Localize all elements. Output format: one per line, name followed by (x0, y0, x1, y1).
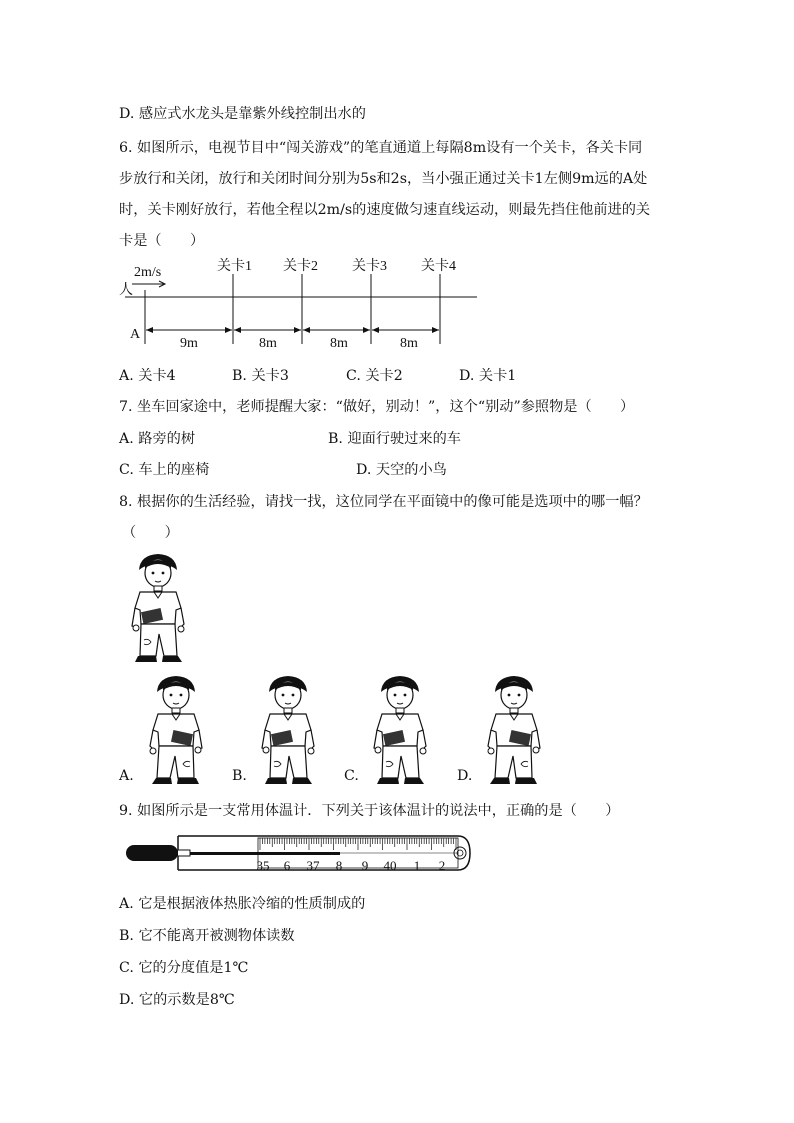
q9-option-d: D. 它的示数是8℃ (119, 992, 235, 1008)
q8-option-d-figure (478, 674, 550, 786)
q9-option-c: C. 它的分度值是1℃ (119, 960, 249, 976)
gate-1-label: 关卡1 (217, 259, 252, 274)
q9-thermometer-figure (118, 826, 478, 880)
q8-option-c-figure (366, 674, 438, 786)
gate-2-label: 关卡2 (283, 259, 318, 274)
q6-option-a: A. 关卡4 (119, 368, 176, 384)
distance-8m-1: 8m (259, 336, 277, 351)
q6-option-b: B. 关卡3 (232, 368, 289, 384)
q5-option-d: D. 感应式水龙头是靠紫外线控制出水的 (119, 106, 366, 122)
q9-option-b: B. 它不能离开被测物体读数 (119, 928, 295, 944)
q6-option-c: C. 关卡2 (346, 368, 403, 384)
gate-3-label: 关卡3 (352, 259, 387, 274)
q6-stem-line-2: 步放行和关闭，放行和关闭时间分别为5s和2s，当小强正通过关卡1左侧9m远的A处 (119, 171, 648, 187)
speed-label: 2m/s (134, 265, 162, 280)
q7-option-c: C. 车上的座椅 (119, 462, 210, 478)
q8-option-a-figure (140, 674, 212, 786)
q8-original-figure (118, 552, 198, 664)
scale-label-35: 35 (256, 858, 270, 873)
q6-gate-diagram (0, 0, 794, 360)
q6-option-d: D. 关卡1 (459, 368, 517, 384)
q6-stem-line-1: 6. 如图所示，电视节目中“闯关游戏”的笔直通道上每隔8m设有一个关卡，各关卡同 (119, 140, 643, 156)
scale-label-1: 1 (413, 858, 421, 873)
q9-option-a: A. 它是根据液体热胀冷缩的性质制成的 (119, 896, 366, 912)
q6-stem-line-4: 卡是（ ） (119, 233, 205, 249)
q6-stem-line-3: 时，关卡刚好放行，若他全程以2m/s的速度做匀速直线运动，则最先挡住他前进的关 (119, 202, 651, 218)
q8-option-b-label: B. (232, 768, 247, 784)
q8-option-b-figure (254, 674, 326, 786)
q8-option-d-label: D. (457, 768, 473, 784)
q8-stem: 8. 根据你的生活经验，请找一找，这位同学在平面镜中的像可能是选项中的哪一幅？ (119, 494, 648, 510)
q9-stem: 9. 如图所示是一支常用体温计．下列关于该体温计的说法中，正确的是（ ） (119, 803, 620, 819)
q7-option-b: B. 迎面行驶过来的车 (328, 431, 461, 447)
gate-4-label: 关卡4 (421, 259, 456, 274)
distance-8m-2: 8m (330, 336, 348, 351)
q7-stem: 7. 坐车回家途中，老师提醒大家：“做好，别动！”，这个“别动”参照物是（ ） (119, 399, 635, 415)
person-label: 人 (119, 283, 133, 298)
q7-option-d: D. 天空的小鸟 (356, 462, 447, 478)
q8-paren: （ ） (122, 525, 179, 541)
q7-option-a: A. 路旁的树 (119, 431, 196, 447)
scale-label-37: 37 (306, 858, 320, 873)
point-a-label: A (130, 327, 141, 342)
q8-option-c-label: C. (344, 768, 359, 784)
scale-label-9: 9 (361, 858, 369, 873)
scale-label-6: 6 (283, 858, 291, 873)
scale-label-40: 40 (383, 858, 397, 873)
scale-label-2: 2 (438, 858, 446, 873)
scale-label-8: 8 (335, 858, 343, 873)
q8-option-a-label: A. (119, 768, 134, 784)
distance-9m: 9m (180, 336, 198, 351)
distance-8m-3: 8m (400, 336, 418, 351)
